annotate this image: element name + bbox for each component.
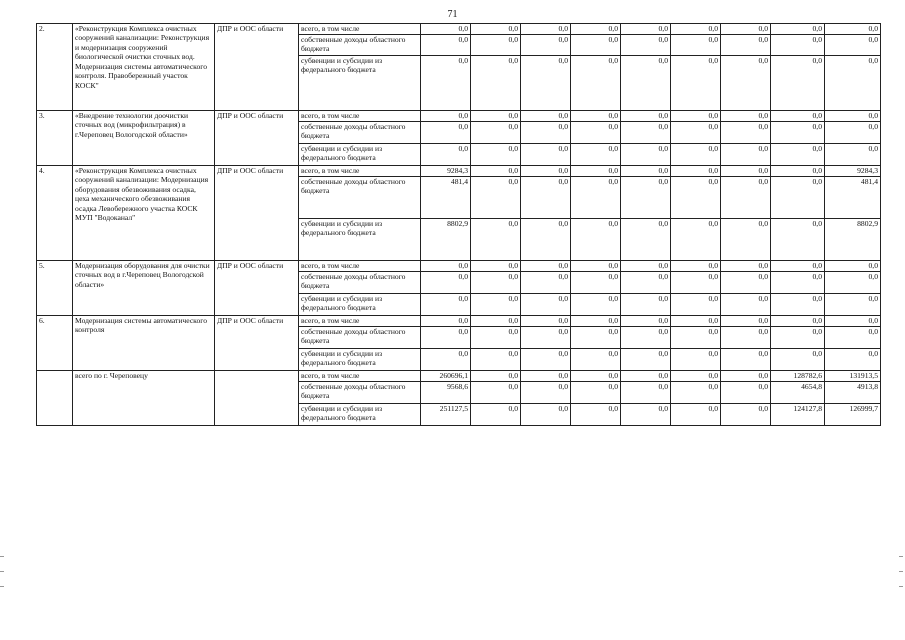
row-index: 3. [37,111,73,166]
amount-cell: 0,0 [771,24,825,35]
amount-cell: 0,0 [671,349,721,371]
amount-cell: 0,0 [521,404,571,426]
amount-cell: 0,0 [721,261,771,272]
amount-cell: 0,0 [825,349,881,371]
funding-source: всего, в том числе [299,24,421,35]
amount-cell: 0,0 [471,404,521,426]
amount-cell: 0,0 [521,327,571,349]
amount-cell: 0,0 [471,261,521,272]
table-row [37,24,881,35]
amount-cell: 0,0 [421,111,471,122]
funding-source: собственные доходы областного бюджета [299,382,421,404]
amount-cell: 0,0 [671,35,721,56]
amount-cell: 0,0 [621,261,671,272]
amount-cell: 0,0 [721,177,771,219]
funding-source: субвенции и субсидии из федерального бюджета [299,144,421,166]
amount-cell: 0,0 [521,24,571,35]
amount-cell: 0,0 [721,382,771,404]
amount-cell: 0,0 [621,371,671,382]
amount-cell: 0,0 [421,349,471,371]
amount-cell: 0,0 [521,382,571,404]
measure-title: «Реконструкция Комплекса очистных сооружений канализации: Модернизация оборудования обезвоживания осадка, цеха механического обезвоживания осадка Левобережного участка КОСК МУП "Водоканал" [73,166,215,261]
measure-title: «Реконструкция Комплекса очистных сооружений канализации: Реконструкция и модернизация сооружений биологической очистки сточных вод. Модернизация системы автоматического контроля. Правобережный участок КОСК" [73,24,215,111]
funding-source: субвенции и субсидии из федерального бюджета [299,219,421,261]
amount-cell: 0,0 [771,111,825,122]
amount-cell: 481,4 [825,177,881,219]
amount-cell: 0,0 [471,316,521,327]
amount-cell: 0,0 [671,122,721,144]
amount-cell: 0,0 [671,371,721,382]
amount-cell: 0,0 [771,35,825,56]
amount-cell: 0,0 [621,382,671,404]
amount-cell: 0,0 [771,327,825,349]
amount-cell: 0,0 [521,166,571,177]
amount-cell: 0,0 [621,327,671,349]
executor: ДПР и ООС области [215,166,299,261]
amount-cell: 0,0 [571,404,621,426]
funding-source: всего, в том числе [299,371,421,382]
amount-cell: 0,0 [471,177,521,219]
margin-mark [899,556,903,557]
amount-cell: 0,0 [471,349,521,371]
executor [215,371,299,426]
amount-cell: 0,0 [621,166,671,177]
amount-cell: 124127,8 [771,404,825,426]
funding-source: всего, в том числе [299,261,421,272]
amount-cell: 0,0 [671,144,721,166]
amount-cell: 0,0 [621,219,671,261]
amount-cell: 0,0 [621,24,671,35]
amount-cell: 0,0 [721,327,771,349]
amount-cell: 0,0 [621,404,671,426]
amount-cell: 0,0 [621,111,671,122]
amount-cell: 0,0 [471,327,521,349]
amount-cell: 0,0 [471,166,521,177]
amount-cell: 0,0 [421,122,471,144]
amount-cell: 0,0 [571,122,621,144]
financing-table [36,23,881,426]
margin-mark [0,556,4,557]
amount-cell: 0,0 [771,166,825,177]
amount-cell: 0,0 [671,56,721,111]
table-row [37,111,881,122]
amount-cell: 0,0 [471,111,521,122]
amount-cell: 0,0 [521,144,571,166]
amount-cell: 9284,3 [421,166,471,177]
amount-cell: 0,0 [571,349,621,371]
table-row [37,371,881,382]
measure-title: «Внедрение технологии доочистки сточных вод (микрофильтрация) в г.Череповец Вологодской области» [73,111,215,166]
amount-cell: 0,0 [671,404,721,426]
margin-mark [899,571,903,572]
amount-cell: 0,0 [521,35,571,56]
amount-cell: 9568,6 [421,382,471,404]
amount-cell: 0,0 [825,35,881,56]
amount-cell: 0,0 [571,111,621,122]
amount-cell: 0,0 [571,371,621,382]
amount-cell: 0,0 [671,24,721,35]
amount-cell: 0,0 [571,24,621,35]
amount-cell: 0,0 [521,349,571,371]
amount-cell: 0,0 [721,166,771,177]
amount-cell: 0,0 [771,261,825,272]
amount-cell: 0,0 [771,144,825,166]
amount-cell: 126999,7 [825,404,881,426]
amount-cell: 0,0 [621,294,671,316]
amount-cell: 128782,6 [771,371,825,382]
amount-cell: 4913,8 [825,382,881,404]
amount-cell: 0,0 [671,261,721,272]
amount-cell: 0,0 [621,35,671,56]
amount-cell: 0,0 [471,56,521,111]
amount-cell: 0,0 [571,316,621,327]
executor: ДПР и ООС области [215,24,299,111]
row-index: 4. [37,166,73,261]
amount-cell: 0,0 [825,111,881,122]
funding-source: всего, в том числе [299,111,421,122]
amount-cell: 0,0 [571,35,621,56]
table-row [37,166,881,177]
amount-cell: 0,0 [521,272,571,294]
amount-cell: 0,0 [721,24,771,35]
amount-cell: 0,0 [471,219,521,261]
amount-cell: 0,0 [825,327,881,349]
amount-cell: 0,0 [825,272,881,294]
funding-source: собственные доходы областного бюджета [299,177,421,219]
amount-cell: 0,0 [571,56,621,111]
funding-source: всего, в том числе [299,166,421,177]
amount-cell: 0,0 [521,122,571,144]
amount-cell: 0,0 [621,349,671,371]
amount-cell: 0,0 [721,404,771,426]
amount-cell: 0,0 [471,382,521,404]
amount-cell: 0,0 [471,371,521,382]
amount-cell: 0,0 [471,272,521,294]
amount-cell: 0,0 [621,122,671,144]
funding-source: собственные доходы областного бюджета [299,272,421,294]
amount-cell: 0,0 [721,122,771,144]
amount-cell: 0,0 [571,294,621,316]
amount-cell: 0,0 [571,219,621,261]
amount-cell: 0,0 [571,144,621,166]
amount-cell: 0,0 [825,122,881,144]
row-index: 5. [37,261,73,316]
table-row [37,261,881,272]
amount-cell: 0,0 [721,219,771,261]
amount-cell: 0,0 [471,144,521,166]
amount-cell: 0,0 [825,56,881,111]
row-index: 6. [37,316,73,371]
amount-cell: 0,0 [621,316,671,327]
measure-title: всего по г. Череповецу [73,371,215,426]
amount-cell: 4654,8 [771,382,825,404]
amount-cell: 0,0 [571,272,621,294]
amount-cell: 0,0 [471,24,521,35]
funding-source: субвенции и субсидии из федерального бюджета [299,56,421,111]
amount-cell: 0,0 [421,294,471,316]
amount-cell: 0,0 [771,177,825,219]
amount-cell: 0,0 [825,144,881,166]
amount-cell: 0,0 [521,371,571,382]
amount-cell: 0,0 [521,56,571,111]
amount-cell: 0,0 [671,294,721,316]
amount-cell: 0,0 [521,111,571,122]
measure-title: Модернизация системы автоматического контроля [73,316,215,371]
amount-cell: 0,0 [471,35,521,56]
margin-mark [0,586,4,587]
amount-cell: 0,0 [825,261,881,272]
amount-cell: 260696,1 [421,371,471,382]
amount-cell: 0,0 [571,166,621,177]
amount-cell: 0,0 [721,144,771,166]
funding-source: субвенции и субсидии из федерального бюджета [299,349,421,371]
amount-cell: 0,0 [521,261,571,272]
row-index [37,371,73,426]
amount-cell: 0,0 [825,294,881,316]
amount-cell: 0,0 [421,327,471,349]
amount-cell: 0,0 [721,272,771,294]
amount-cell: 0,0 [825,24,881,35]
funding-source: субвенции и субсидии из федерального бюджета [299,404,421,426]
amount-cell: 0,0 [671,177,721,219]
executor: ДПР и ООС области [215,111,299,166]
funding-source: субвенции и субсидии из федерального бюджета [299,294,421,316]
amount-cell: 8802,9 [825,219,881,261]
amount-cell: 0,0 [521,316,571,327]
amount-cell: 0,0 [421,261,471,272]
table-row [37,316,881,327]
amount-cell: 0,0 [571,382,621,404]
amount-cell: 0,0 [671,327,721,349]
executor: ДПР и ООС области [215,316,299,371]
amount-cell: 0,0 [721,371,771,382]
amount-cell: 0,0 [621,56,671,111]
amount-cell: 0,0 [771,56,825,111]
amount-cell: 251127,5 [421,404,471,426]
amount-cell: 0,0 [421,24,471,35]
funding-source: собственные доходы областного бюджета [299,35,421,56]
row-index: 2. [37,24,73,111]
amount-cell: 0,0 [771,219,825,261]
amount-cell: 0,0 [421,35,471,56]
amount-cell: 0,0 [621,144,671,166]
amount-cell: 0,0 [571,261,621,272]
amount-cell: 0,0 [671,166,721,177]
amount-cell: 0,0 [721,349,771,371]
amount-cell: 0,0 [421,272,471,294]
amount-cell: 0,0 [421,144,471,166]
funding-source: собственные доходы областного бюджета [299,327,421,349]
executor: ДПР и ООС области [215,261,299,316]
amount-cell: 0,0 [671,382,721,404]
amount-cell: 0,0 [721,56,771,111]
funding-source: всего, в том числе [299,316,421,327]
amount-cell: 0,0 [521,294,571,316]
funding-source: собственные доходы областного бюджета [299,122,421,144]
amount-cell: 0,0 [671,316,721,327]
amount-cell: 9284,3 [825,166,881,177]
amount-cell: 0,0 [671,111,721,122]
amount-cell: 481,4 [421,177,471,219]
table-body [37,24,881,426]
amount-cell: 0,0 [471,294,521,316]
amount-cell: 0,0 [421,316,471,327]
amount-cell: 0,0 [571,177,621,219]
amount-cell: 0,0 [621,177,671,219]
amount-cell: 0,0 [471,122,521,144]
amount-cell: 0,0 [771,349,825,371]
amount-cell: 0,0 [771,122,825,144]
amount-cell: 0,0 [571,327,621,349]
amount-cell: 0,0 [421,56,471,111]
amount-cell: 0,0 [721,111,771,122]
amount-cell: 8802,9 [421,219,471,261]
amount-cell: 0,0 [671,219,721,261]
measure-title: Модернизация оборудования для очистки сточных вод в г.Череповец Вологодской области» [73,261,215,316]
amount-cell: 0,0 [771,294,825,316]
amount-cell: 0,0 [771,316,825,327]
amount-cell: 0,0 [521,219,571,261]
amount-cell: 0,0 [721,35,771,56]
amount-cell: 131913,5 [825,371,881,382]
amount-cell: 0,0 [721,294,771,316]
margin-mark [899,586,903,587]
amount-cell: 0,0 [671,272,721,294]
amount-cell: 0,0 [825,316,881,327]
amount-cell: 0,0 [621,272,671,294]
amount-cell: 0,0 [771,272,825,294]
page-number: 71 [447,9,458,20]
amount-cell: 0,0 [521,177,571,219]
amount-cell: 0,0 [721,316,771,327]
margin-mark [0,571,4,572]
